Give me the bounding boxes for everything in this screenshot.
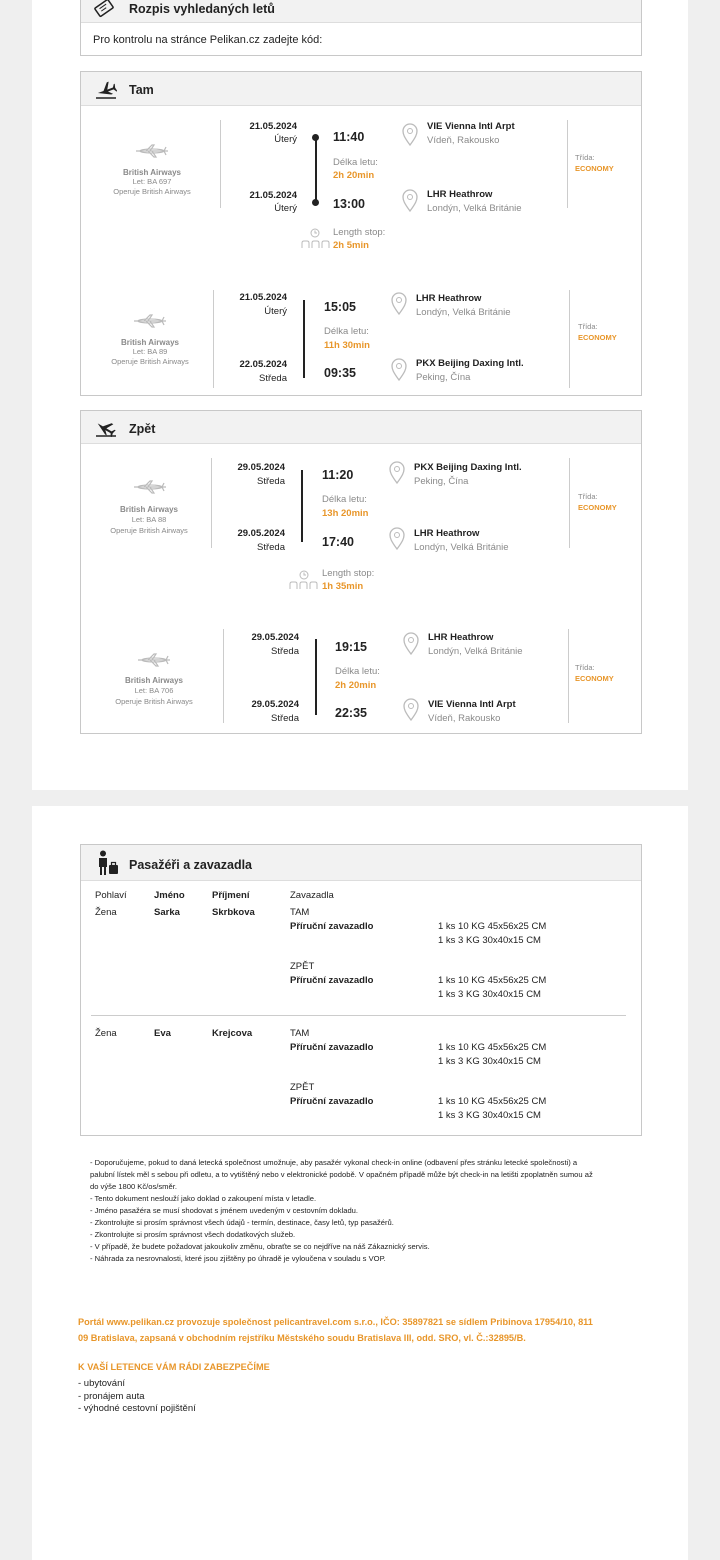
passenger-gender: Žena (95, 907, 117, 918)
location-pin-icon (400, 189, 420, 213)
arr-time: 17:40 (322, 535, 354, 549)
dep-city: Londýn, Velká Británie (428, 646, 523, 657)
header-gender: Pohlaví (95, 890, 127, 901)
airline-name: British Airways (121, 338, 179, 347)
airline-logo-icon (134, 142, 170, 160)
arr-date: 29.05.2024 (251, 699, 299, 710)
timeline (315, 639, 317, 715)
summary-box (80, 0, 642, 56)
arr-date: 21.05.2024 (249, 190, 297, 201)
dep-time: 15:05 (324, 300, 356, 314)
duration-label: Délka letu: (322, 494, 367, 505)
travel-class: ECONOMY (578, 333, 617, 342)
location-pin-icon (387, 461, 407, 485)
duration-label: Délka letu: (335, 666, 380, 677)
passenger-row-2 (81, 1027, 643, 1137)
location-pin-icon (400, 123, 420, 147)
passengers-header (81, 845, 641, 881)
location-pin-icon (387, 527, 407, 551)
dep-day: Úterý (264, 306, 287, 317)
travel-class: ECONOMY (575, 164, 614, 173)
outbound-box (80, 71, 642, 396)
duration: 11h 30min (324, 340, 370, 351)
arr-dot (312, 199, 319, 206)
airline-logo-icon (132, 312, 168, 330)
stop-duration: 2h 5min (333, 240, 369, 251)
baggage-ret-item-2: 1 ks 3 KG 30x40x15 CM (438, 1110, 541, 1121)
outbound-stop (81, 226, 643, 256)
service-item: - pronájem auta (78, 1390, 145, 1402)
flight-number: Let: BA 88 (131, 515, 167, 524)
location-pin-icon (389, 292, 409, 316)
airline-logo-icon (136, 651, 172, 669)
arr-city: Peking, Čína (416, 372, 471, 383)
note-line: - Jméno pasažéra se musí shodovat s jménem uvedeným v cestovním dokladu. (90, 1206, 359, 1215)
class-label: Třída: (578, 322, 598, 331)
separator (569, 458, 570, 548)
arr-time: 13:00 (333, 197, 365, 211)
dep-day: Středa (271, 646, 299, 657)
timeline (303, 300, 305, 378)
service-item: - výhodné cestovní pojištění (78, 1403, 196, 1414)
dep-date: 29.05.2024 (237, 462, 285, 473)
stop-duration: 1h 35min (322, 581, 364, 592)
baggage-out-item-2: 1 ks 3 KG 30x40x15 CM (438, 935, 541, 946)
dep-airport: LHR Heathrow (416, 293, 482, 304)
arr-airport: PKX Beijing Daxing Intl. (416, 358, 524, 369)
outbound-segment-2 (81, 278, 643, 393)
separator (568, 629, 569, 723)
note-line: - Zkontrolujte si prosím správnost všech dodatkových služeb. (90, 1230, 296, 1239)
baggage-ret-label: ZPĚT (290, 961, 315, 972)
class-label: Třída: (578, 492, 598, 501)
passenger-name: Eva (154, 1028, 171, 1039)
departure-plane-icon (95, 79, 117, 99)
baggage-ret-item-1: 1 ks 10 KG 45x56x25 CM (438, 1096, 547, 1107)
legal-line-2: 09 Bratislava, zapsaná v obchodním rejstříku Městského soudu Bratislava III, odd. SRO, vl. Č.:32895/B. (78, 1333, 526, 1343)
arr-airport: LHR Heathrow (414, 528, 480, 539)
outbound-segment-1 (81, 106, 643, 221)
footer (78, 1314, 648, 1416)
seats-icon (301, 240, 331, 249)
seats-icon (289, 581, 319, 590)
separator (567, 120, 568, 208)
duration-label: Délka letu: (333, 157, 378, 168)
passenger-luggage-icon (95, 850, 119, 876)
dep-day: Středa (257, 476, 285, 487)
header-name: Jméno (154, 890, 185, 901)
location-pin-icon (401, 698, 421, 722)
outbound-label: Tam (129, 83, 154, 97)
baggage-out-item-1: 1 ks 10 KG 45x56x25 CM (438, 1042, 547, 1053)
passengers-title: Pasažéři a zavazadla (129, 858, 252, 872)
dep-time: 11:20 (322, 468, 354, 482)
ticket-icon (93, 0, 115, 19)
operated-by: Operuje British Airways (115, 697, 193, 706)
header-surname: Příjmení (212, 890, 250, 901)
return-label: Zpět (129, 422, 156, 436)
stop-label: Length stop: (333, 227, 386, 238)
arr-day: Úterý (274, 203, 297, 214)
airline-name: British Airways (125, 676, 183, 685)
dep-city: Londýn, Velká Británie (416, 307, 511, 318)
return-header (81, 411, 641, 444)
timeline (315, 137, 317, 201)
arr-time: 22:35 (335, 706, 367, 720)
baggage-ret-type: Příruční zavazadlo (290, 975, 374, 986)
note-line: - Zkontrolujte si prosím správnost všech údajů - termín, destinace, časy letů, typ pasažérů. (90, 1218, 394, 1227)
class-label: Třída: (575, 153, 595, 162)
flight-number: Let: BA 697 (132, 177, 172, 186)
summary-title: Rozpis vyhledaných letů (129, 2, 275, 16)
baggage-out-item-2: 1 ks 3 KG 30x40x15 CM (438, 1056, 541, 1067)
arr-city: Londýn, Velká Británie (414, 542, 509, 553)
flight-number: Let: BA 89 (132, 347, 168, 356)
note-line: do výše 1800 Kč/os/směr. (90, 1182, 177, 1191)
duration-label: Délka letu: (324, 326, 369, 337)
arrival-plane-icon (95, 417, 117, 437)
separator (213, 290, 214, 388)
note-line: - V případě, že budete požadovat jakoukoliv změnu, obraťte se co nejdříve na náš Zákaznický servis. (90, 1242, 430, 1251)
dep-city: Vídeň, Rakousko (427, 135, 500, 146)
dep-day: Úterý (274, 134, 297, 145)
baggage-ret-type: Příruční zavazadlo (290, 1096, 374, 1107)
notes-block (90, 1157, 650, 1265)
return-segment-2 (81, 619, 643, 734)
arr-date: 29.05.2024 (237, 528, 285, 539)
passenger-row-1 (81, 905, 643, 1015)
baggage-ret-item-1: 1 ks 10 KG 45x56x25 CM (438, 975, 547, 986)
page-1 (32, 0, 688, 790)
note-line: - Tento dokument neslouží jako doklad o zakoupení místa v letadle. (90, 1194, 317, 1203)
arr-time: 09:35 (324, 366, 356, 380)
timeline (301, 470, 303, 542)
arr-airport: VIE Vienna Intl Arpt (428, 699, 516, 710)
travel-class: ECONOMY (575, 674, 614, 683)
return-stop (81, 568, 643, 598)
airline-name: British Airways (120, 505, 178, 514)
passenger-surname: Krejcova (212, 1028, 253, 1039)
operated-by: Operuje British Airways (111, 357, 189, 366)
return-segment-1 (81, 444, 643, 559)
location-pin-icon (401, 632, 421, 656)
legal-line-1: Portál www.pelikan.cz provozuje společnost pelicantravel.com s.r.o., IČO: 35897821 se sídlem Pribinova 17954/10, 811 (78, 1317, 593, 1327)
summary-header (81, 0, 641, 23)
dep-city: Peking, Čína (414, 476, 469, 487)
passenger-surname: Skrbkova (212, 907, 255, 918)
duration: 13h 20min (322, 508, 369, 519)
duration: 2h 20min (335, 680, 377, 691)
baggage-out-type: Příruční zavazadlo (290, 1042, 374, 1053)
airline-logo-icon (132, 478, 168, 496)
stop-label: Length stop: (322, 568, 375, 579)
dep-airport: VIE Vienna Intl Arpt (427, 121, 515, 132)
note-line: - Doporučujeme, pokud to daná letecká společnost umožnuje, aby pasažér vykonal check-in online (odbavení přes stránku letecké společnosti) a (90, 1158, 578, 1167)
passenger-gender: Žena (95, 1028, 117, 1039)
clock-icon (299, 570, 309, 580)
baggage-ret-label: ZPĚT (290, 1082, 315, 1093)
note-line: palubní lístek měl s sebou při odletu, a to vytištěný nebo v elektronické podobě. V opačném případě může být check-in na letišti zpoplatněn sumou až (90, 1170, 593, 1179)
duration: 2h 20min (333, 170, 375, 181)
header-baggage: Zavazadla (290, 890, 334, 901)
arr-day: Středa (257, 542, 285, 553)
travel-class: ECONOMY (578, 503, 617, 512)
dep-date: 21.05.2024 (239, 292, 287, 303)
dep-date: 29.05.2024 (251, 632, 299, 643)
dep-time: 19:15 (335, 640, 367, 654)
dep-airport: LHR Heathrow (428, 632, 494, 643)
separator (220, 120, 221, 208)
passenger-name: Sarka (154, 907, 180, 918)
separator (223, 629, 224, 723)
baggage-out-label: TAM (290, 907, 310, 918)
return-box (80, 410, 642, 734)
dep-date: 21.05.2024 (249, 121, 297, 132)
baggage-out-item-1: 1 ks 10 KG 45x56x25 CM (438, 921, 547, 932)
arr-day: Středa (259, 373, 287, 384)
note-line: - Náhrada za nesrovnalosti, které jsou zjištěny po úhradě je vyloučena v souladu s VOP. (90, 1254, 386, 1263)
baggage-out-type: Příruční zavazadlo (290, 921, 374, 932)
summary-instruction: Pro kontrolu na stránce Pelikan.cz zadejte kód: (93, 34, 323, 46)
location-pin-icon (389, 358, 409, 382)
flight-number: Let: BA 706 (134, 686, 174, 695)
passenger-divider (91, 1015, 626, 1016)
service-item: - ubytování (78, 1378, 125, 1389)
baggage-ret-item-2: 1 ks 3 KG 30x40x15 CM (438, 989, 541, 1000)
passengers-box (80, 844, 642, 1136)
clock-icon (310, 228, 320, 238)
baggage-out-label: TAM (290, 1028, 310, 1039)
arr-day: Středa (271, 713, 299, 724)
page-2 (32, 806, 688, 1560)
dep-time: 11:40 (333, 130, 365, 144)
operated-by: Operuje British Airways (110, 526, 188, 535)
separator (211, 458, 212, 548)
operated-by: Operuje British Airways (113, 187, 191, 196)
services-title: K VAŠÍ LETENCE VÁM RÁDI ZABEZPEČÍME (78, 1362, 270, 1372)
separator (569, 290, 570, 388)
arr-city: Londýn, Velká Británie (427, 203, 522, 214)
outbound-header (81, 72, 641, 106)
class-label: Třída: (575, 663, 595, 672)
arr-city: Vídeň, Rakousko (428, 713, 501, 724)
arr-date: 22.05.2024 (239, 359, 287, 370)
dep-airport: PKX Beijing Daxing Intl. (414, 462, 522, 473)
arr-airport: LHR Heathrow (427, 189, 493, 200)
airline-name: British Airways (123, 168, 181, 177)
